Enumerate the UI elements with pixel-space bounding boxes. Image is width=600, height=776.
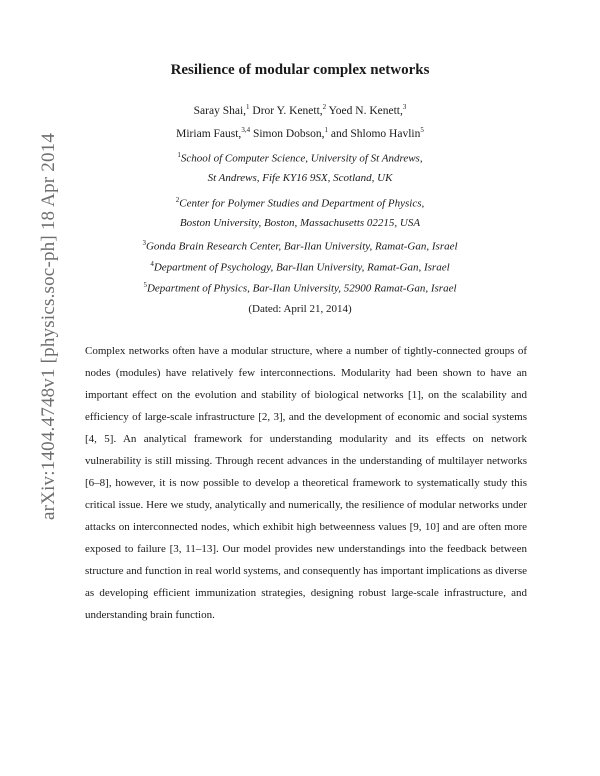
author-name: Miriam Faust, [176, 127, 242, 140]
affiliation-mark: 3 [142, 239, 146, 247]
author-affiliation-mark: 1 [246, 103, 250, 111]
affiliation-text: Department of Physics, Bar-Ilan University, 52900 Ramat-Gan, Israel [146, 282, 457, 295]
author-affiliation-mark: 3 [402, 103, 407, 111]
affiliation-text: Gonda Brain Research Center, Bar-Ilan University, Ramat-Gan, Israel [145, 240, 458, 253]
author-affiliation-mark: 5 [420, 126, 424, 134]
author-affiliation-mark: 1 [324, 126, 329, 134]
affiliation-2-line-1 [0, 196, 600, 210]
affiliation-1-line-1 [0, 151, 600, 165]
arxiv-identifier-stamp: arXiv:1404.4748v1 [physics.soc-ph] 18 Apr 2014 [38, 132, 59, 520]
author-affiliation-mark: 3,4 [241, 126, 251, 134]
dated-line: (Dated: April 21, 2014) [248, 303, 352, 315]
affiliation-2-line-2 [0, 217, 600, 229]
author-name: Saray Shai, [193, 104, 247, 117]
affiliation-text: St Andrews, Fife KY16 9SX, Scotland, UK [207, 172, 393, 184]
affiliation-5 [0, 281, 600, 295]
affiliation-1-line-2 [0, 172, 600, 184]
author-name: Simon Dobson, [252, 127, 325, 140]
affiliation-3 [0, 239, 600, 253]
affiliation-mark: 4 [150, 260, 154, 268]
affiliation-4 [0, 260, 600, 274]
affiliation-mark: 2 [175, 196, 180, 204]
abstract-text: Complex networks often have a modular structure, where a number of tightly-connected groups of nodes (modules) have relatively few interconnections. Modularity had been shown to have an important effect on the evolution and stability of biological networks [1], on the scalability and efficiency of large-scale infrastructure [2, 3], and the development of economic and social systems [4, 5]. An analytical framework for understanding modularity and its effects on network vulnerability is still missing. Through recent advances in the understanding of multilayer networks [6–8], however, it is now possible to develop a theoretical framework to systematically study this critical issue. Here we study, analytically and numerically, the resilience of modular networks under attacks on interconnected nodes, which exhibit high betweenness values [9, 10] and are often more exposed to failure [3, 11–13]. Our model provides new understandings into the feedback between structure and function in real world systems, and consequently has important implications as diverse as developing efficient immunization strategies, designing robust large-scale infrastructure, and understanding brain function. [85, 345, 527, 621]
author-name: Yoed N. Kenett, [328, 104, 403, 117]
authors-line-2 [0, 126, 600, 140]
author-affiliation-mark: 2 [322, 103, 327, 111]
authors-line-1 [0, 103, 600, 117]
abstract [85, 340, 527, 626]
paper-title: Resilience of modular complex networks [170, 62, 430, 78]
affiliation-text: Center for Polymer Studies and Department of Physics, [179, 197, 425, 210]
affiliation-text: Department of Psychology, Bar-Ilan University, Ramat-Gan, Israel [153, 261, 450, 274]
affiliation-text: Boston University, Boston, Massachusetts 02215, USA [179, 217, 421, 229]
affiliation-mark: 1 [177, 151, 181, 159]
author-name: and Shlomo Havlin [330, 127, 421, 140]
affiliation-mark: 5 [143, 281, 147, 289]
affiliation-text: School of Computer Science, University of St Andrews, [180, 152, 423, 165]
author-name: Dror Y. Kenett, [252, 104, 323, 117]
